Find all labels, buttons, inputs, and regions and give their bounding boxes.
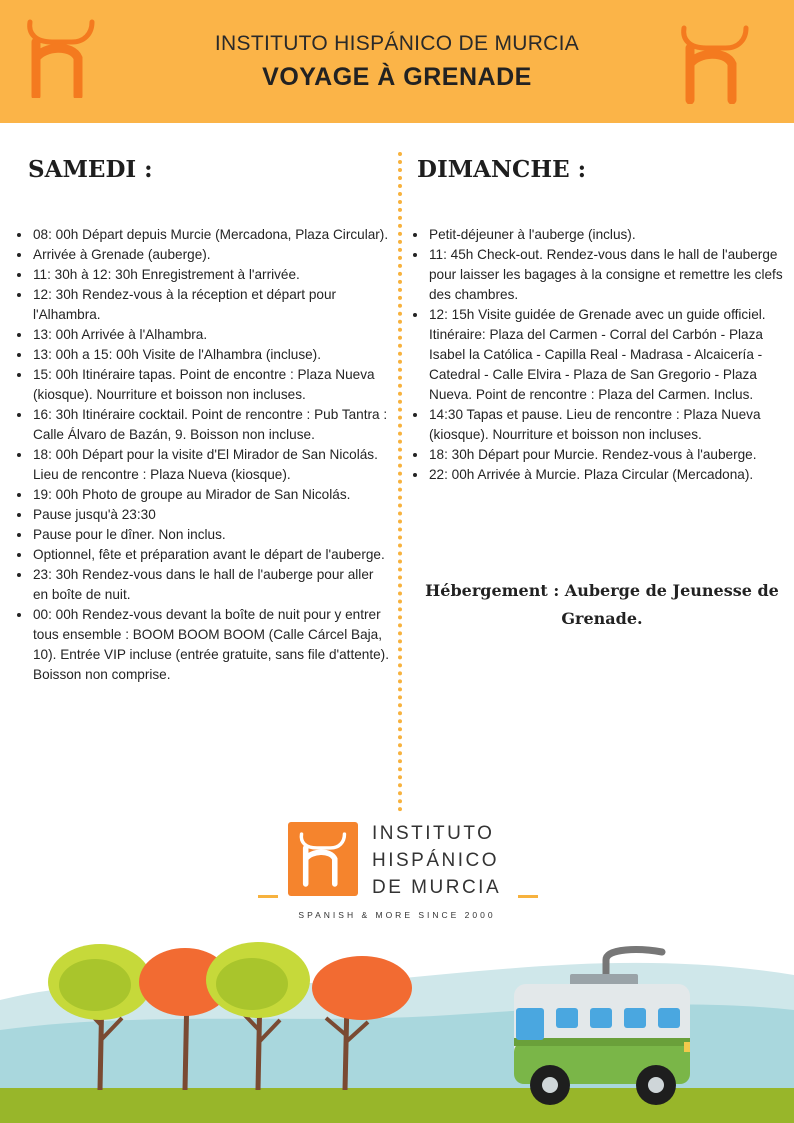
landscape-illustration: [0, 930, 794, 1123]
list-item: • 15: 00h Itinéraire tapas. Point de encontre : Plaza Nueva (kiosque). Nourriture et boisson non incluses.: [32, 365, 392, 405]
sunday-heading: DIMANCHE :: [417, 156, 587, 183]
column-divider: [398, 152, 402, 812]
list-item: • 13: 00h Arrivée à l'Alhambra.: [32, 325, 392, 345]
page-title: VOYAGE À GRENADE: [262, 63, 532, 91]
footer-dash: [518, 895, 538, 898]
sunday-schedule: [410, 225, 794, 485]
list-item: • 12: 15h Visite guidée de Grenade avec un guide officiel. Itinéraire: Plaza del Carmen - Corral del Carbón - Plaza Isabel la Católica - Capilla Real - Madrasa - Alcaicería - Catedral - Calle Elvira - Plaza de San Gregorio - Plaza Nueva. Point de rencontre : Plaza del Carmen. Inclus.: [428, 305, 794, 405]
list-item: • Petit-déjeuner à l'auberge (inclus).: [428, 225, 794, 245]
footer-dash: [258, 895, 278, 898]
list-item: • 16: 30h Itinéraire cocktail. Point de rencontre : Pub Tantra : Calle Álvaro de Bazán, 9. Boisson non incluse.: [32, 405, 392, 445]
list-item: • 13: 00h a 15: 00h Visite de l'Alhambra (incluse).: [32, 345, 392, 365]
footer-logo-line: INSTITUTO: [372, 823, 495, 844]
header-banner: [0, 0, 794, 123]
saturday-heading: SAMEDI :: [28, 156, 153, 183]
bull-horn-n-logo-icon: [296, 830, 350, 888]
footer-tagline: SPANISH & MORE SINCE 2000: [298, 910, 496, 920]
footer-logo: [288, 822, 358, 896]
list-item: • 14:30 Tapas et pause. Lieu de rencontre : Plaza Nueva (kiosque). Nourriture et boisson non incluses.: [428, 405, 794, 445]
list-item: • 18: 00h Départ pour la visite d'El Mirador de San Nicolás. Lieu de rencontre : Plaza Nueva (kiosque).: [32, 445, 392, 485]
footer-logo-line: DE MURCIA: [372, 877, 502, 898]
list-item: • 22: 00h Arrivée à Murcie. Plaza Circular (Mercadona).: [428, 465, 794, 485]
list-item: • Optionnel, fête et préparation avant le départ de l'auberge.: [32, 545, 392, 565]
saturday-schedule: [14, 225, 392, 685]
footer-logo-line: HISPÁNICO: [372, 850, 500, 871]
institute-name: INSTITUTO HISPÁNICO DE MURCIA: [214, 32, 580, 55]
list-item: • 23: 30h Rendez-vous dans le hall de l'auberge pour aller en boîte de nuit.: [32, 565, 392, 605]
list-item: • 08: 00h Départ depuis Murcie (Mercadona, Plaza Circular).: [32, 225, 392, 245]
list-item: • Pause pour le dîner. Non inclus.: [32, 525, 392, 545]
list-item: • Arrivée à Grenade (auberge).: [32, 245, 392, 265]
lodging-note: Hébergement : Auberge de Jeunesse de Grenade.: [425, 581, 779, 628]
list-item: • 00: 00h Rendez-vous devant la boîte de nuit pour y entrer tous ensemble : BOOM BOOM BOOM (Calle Cárcel Baja, 10). Entrée VIP incluse (entrée gratuite, sans file d'attente). Boisson non comprise.: [32, 605, 392, 685]
list-item: • 11: 45h Check-out. Rendez-vous dans le hall de l'auberge pour laisser les bagages à la consigne et remettre les clefs des chambres.: [428, 245, 794, 305]
list-item: • 18: 30h Départ pour Murcie. Rendez-vous à l'auberge.: [428, 445, 794, 465]
bull-horn-n-logo-icon: [676, 24, 754, 104]
list-item: • Pause jusqu'à 23:30: [32, 505, 392, 525]
list-item: • 11: 30h à 12: 30h Enregistrement à l'arrivée.: [32, 265, 392, 285]
list-item: • 19: 00h Photo de groupe au Mirador de San Nicolás.: [32, 485, 392, 505]
list-item: • 12: 30h Rendez-vous à la réception et départ pour l'Alhambra.: [32, 285, 392, 325]
